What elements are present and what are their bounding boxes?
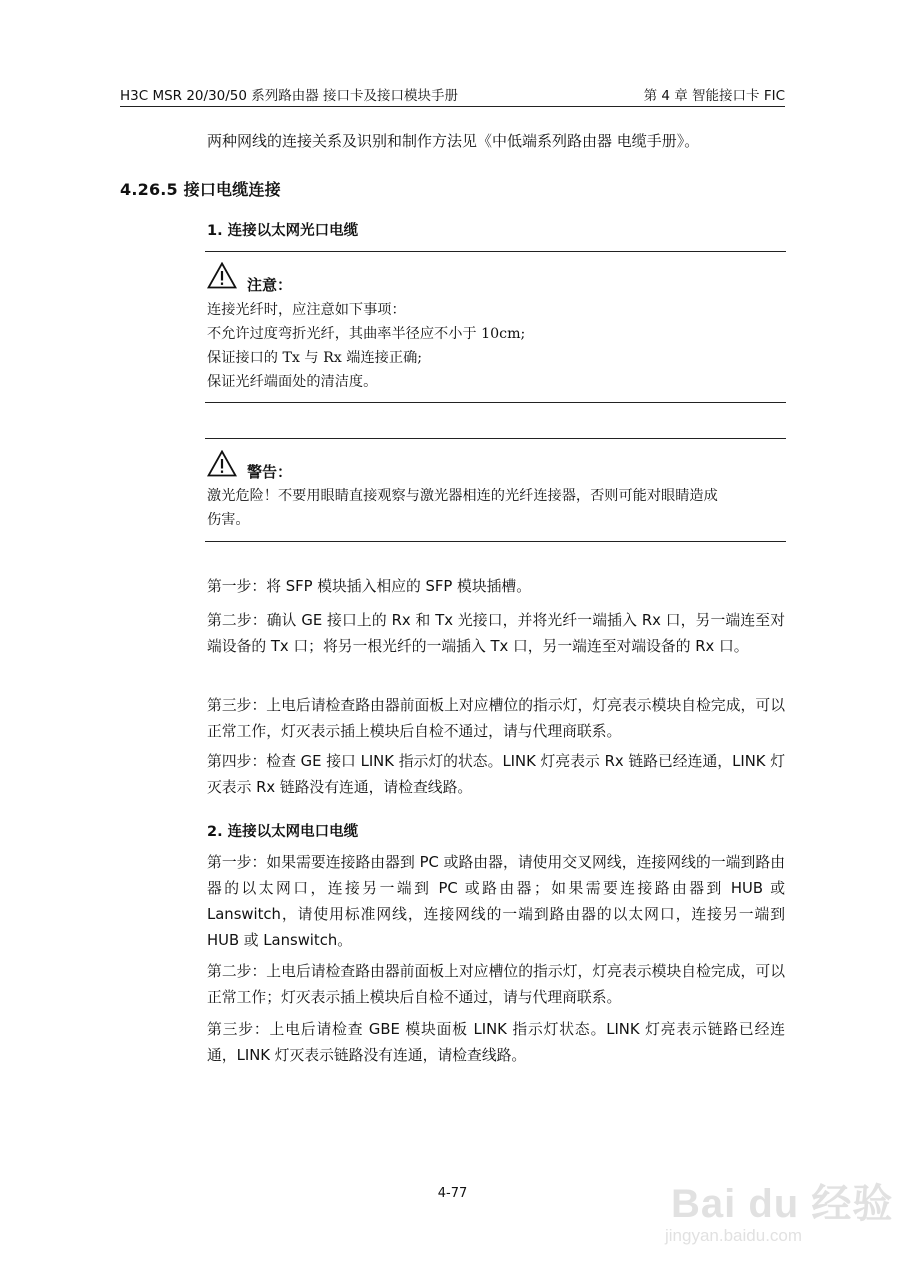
optical-step-2: 第二步：确认 GE 接口上的 Rx 和 Tx 光接口，并将光纤一端插入 Rx 口，另一端连至对端设备的 Tx 口；将另一根光纤的一端插入 Tx 口，另一端连至对端设备的 Rx 口。 (207, 612, 785, 655)
baidu-jingyan-watermark (643, 1160, 894, 1260)
warning-title: 警告： (247, 463, 293, 481)
warning-top-rule (205, 438, 786, 439)
page-number: 4-77 (437, 1186, 468, 1201)
warning-bottom-rule (205, 541, 786, 542)
warning-line: 伤害。 (207, 512, 250, 528)
notice-line: 连接光纤时，应注意如下事项： (207, 302, 406, 318)
notice-top-rule (205, 251, 786, 252)
notice-line: 保证光纤端面处的清洁度。 (207, 374, 378, 390)
subsection-title-optical: 1. 连接以太网光口电缆 (207, 223, 359, 239)
intro-text: 两种网线的连接关系及识别和制作方法见《中低端系列路由器 电缆手册》。 (207, 132, 700, 150)
warning-triangle-icon (207, 262, 237, 289)
notice-bottom-rule (205, 402, 786, 403)
electrical-step-1: 第一步：如果需要连接路由器到 PC 或路由器，请使用交叉网线，连接网线的一端到路由器的以太网口，连接另一端到 PC 或路由器；如果需要连接路由器到 HUB 或 Lanswitch，请使用标准网线，连接网线的一端到路由器的以太网口，连接另一端到 HUB 或 Lanswitch。 (207, 854, 785, 949)
header-chapter: 第 4 章 智能接口卡 FIC (643, 88, 785, 104)
electrical-step-3: 第三步：上电后请检查 GBE 模块面板 LINK 指示灯状态。LINK 灯亮表示链路已经连通，LINK 灯灭表示链路没有连通，请检查线路。 (207, 1021, 785, 1064)
watermark-brand: Bai du 经验 (671, 1182, 894, 1226)
optical-step-1: 第一步：将 SFP 模块插入相应的 SFP 模块插槽。 (207, 578, 532, 595)
subsection-title-electrical: 2. 连接以太网电口电缆 (207, 824, 359, 840)
warning-line: 激光危险！不要用眼睛直接观察与激光器相连的光纤连接器，否则可能对眼睛造成 (207, 488, 718, 504)
electrical-step-2: 第二步：上电后请检查路由器前面板上对应槽位的指示灯，灯亮表示模块自检完成，可以正常工作；灯灭表示插上模块后自检不通过，请与代理商联系。 (207, 963, 785, 1006)
notice-title: 注意： (247, 276, 293, 294)
optical-step-4: 第四步：检查 GE 接口 LINK 指示灯的状态。LINK 灯亮表示 Rx 链路已经连通，LINK 灯灭表示 Rx 链路没有连通，请检查线路。 (207, 753, 785, 796)
warning-content (207, 484, 718, 532)
section-title: 4.26.5 接口电缆连接 (120, 180, 281, 199)
header-divider (120, 106, 785, 107)
warning-triangle-icon (207, 450, 237, 477)
watermark-url: jingyan.baidu.com (665, 1226, 803, 1245)
notice-line: 保证接口的 Tx 与 Rx 端连接正确; (207, 350, 423, 366)
notice-line: 不允许过度弯折光纤，其曲率半径应不小于 10cm; (207, 326, 526, 342)
optical-step-3: 第三步：上电后请检查路由器前面板上对应槽位的指示灯，灯亮表示模块自检完成，可以正常工作，灯灭表示插上模块后自检不通过，请与代理商联系。 (207, 697, 785, 740)
notice-content (207, 298, 525, 394)
header-title: H3C MSR 20/30/50 系列路由器 接口卡及接口模块手册 (120, 88, 459, 104)
